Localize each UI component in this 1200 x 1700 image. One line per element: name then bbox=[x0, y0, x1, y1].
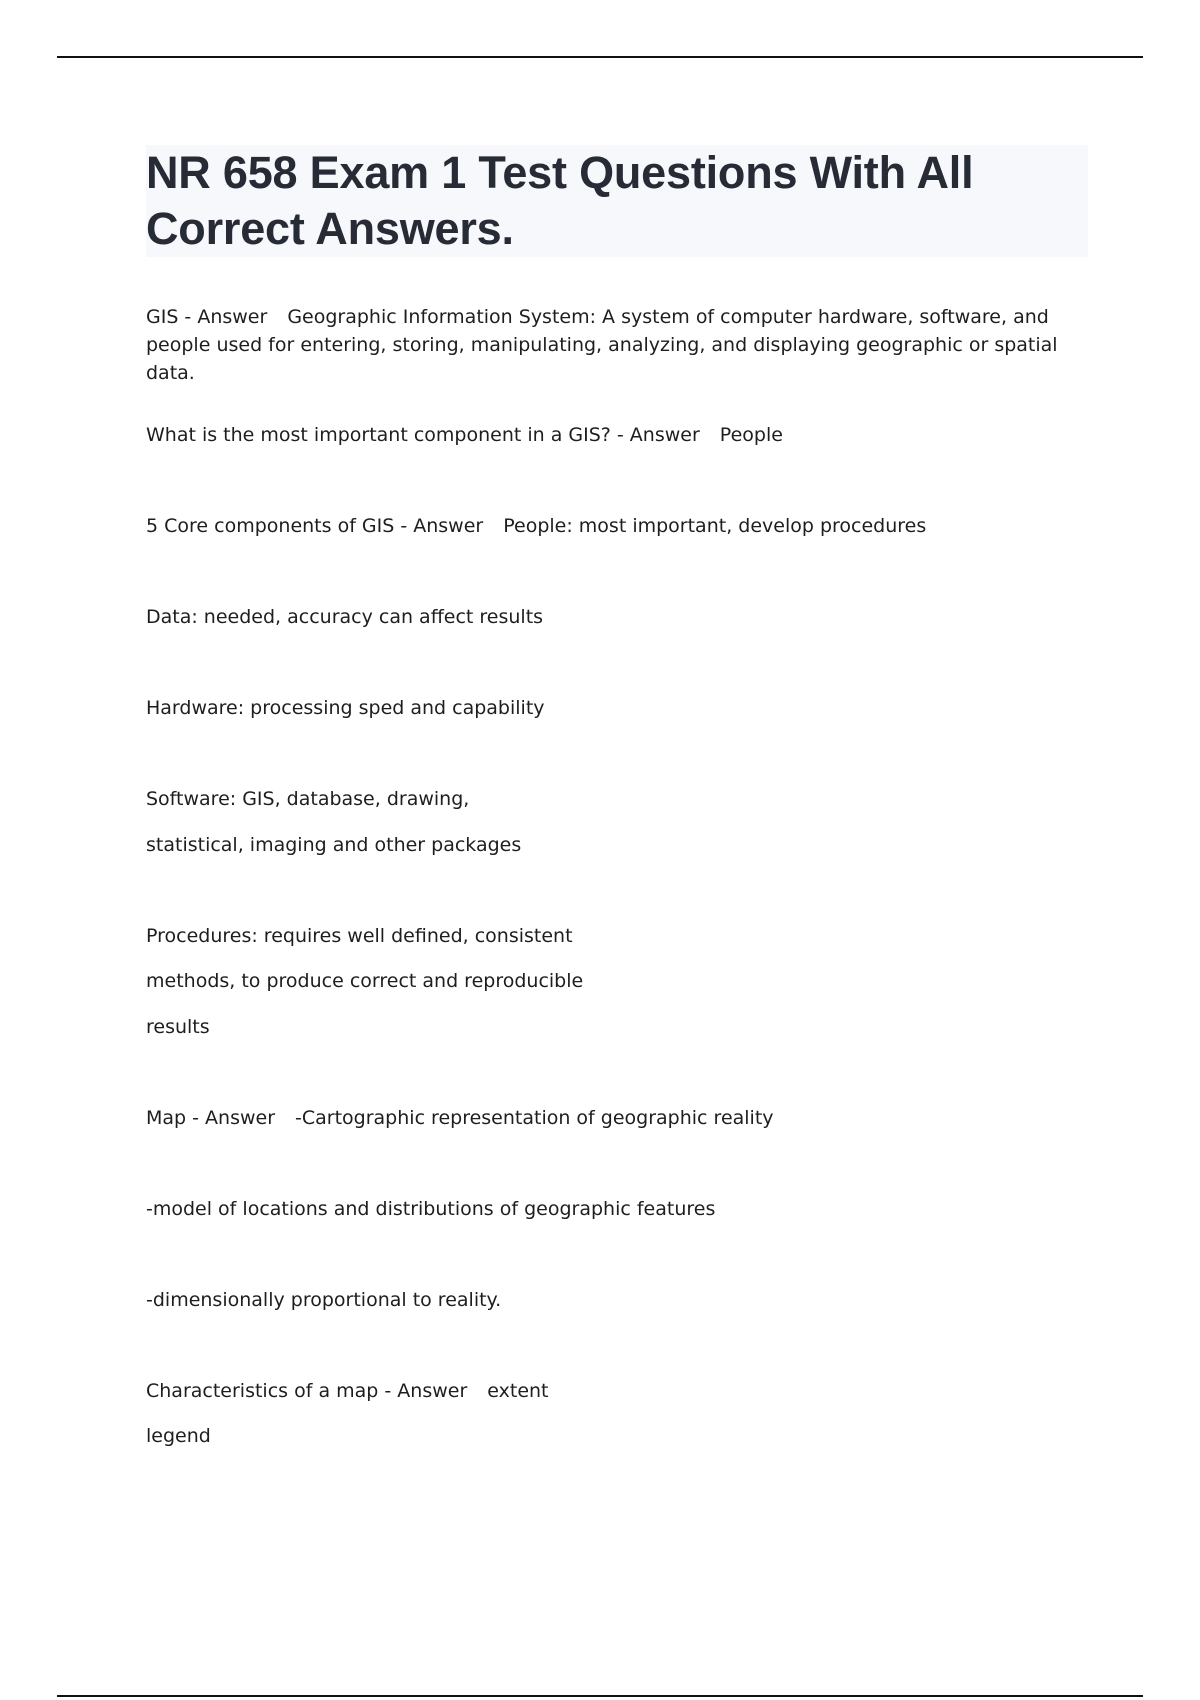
entry-continuation: legend bbox=[146, 1425, 211, 1447]
entry-continuation: -dimensionally proportional to reality. bbox=[146, 1289, 502, 1311]
entry-continuation: Hardware: processing sped and capability bbox=[146, 697, 545, 719]
header-rule bbox=[57, 56, 1143, 58]
entry-answer: People: most important, develop procedures bbox=[503, 515, 927, 537]
title-line-1: NR 658 Exam 1 Test Questions With All bbox=[146, 147, 974, 198]
entry-gis bbox=[146, 303, 1076, 387]
entry-continuation: Procedures: requires well defined, consistent bbox=[146, 925, 573, 947]
entry-continuation: Software: GIS, database, drawing, bbox=[146, 788, 470, 810]
entry-question: 5 Core components of GIS - Answer bbox=[146, 515, 484, 537]
entry-answer: People bbox=[719, 424, 783, 446]
entry-continuation: Data: needed, accuracy can affect results bbox=[146, 606, 544, 628]
title-box bbox=[146, 145, 1088, 257]
entry-answer: -Cartographic representation of geographic reality bbox=[295, 1107, 774, 1129]
entry-question: GIS - Answer bbox=[146, 306, 268, 328]
entry-most-important-component bbox=[146, 421, 783, 449]
entry-map bbox=[146, 1104, 774, 1132]
entry-answer: Geographic Information System: A system of computer hardware, software, and people used for entering, storing, manipulating, analyzing, and displaying geographic or spatial data. bbox=[146, 306, 1058, 384]
entry-continuation: results bbox=[146, 1016, 210, 1038]
entry-question: Characteristics of a map - Answer bbox=[146, 1380, 468, 1402]
entry-question: What is the most important component in a GIS? - Answer bbox=[146, 424, 700, 446]
entry-map-characteristics bbox=[146, 1377, 549, 1405]
entry-continuation: statistical, imaging and other packages bbox=[146, 834, 522, 856]
entry-question: Map - Answer bbox=[146, 1107, 276, 1129]
entry-continuation: methods, to produce correct and reproducible bbox=[146, 970, 584, 992]
entry-answer: extent bbox=[487, 1380, 549, 1402]
footer-rule bbox=[57, 1695, 1143, 1697]
entry-core-components bbox=[146, 512, 926, 540]
document-title bbox=[146, 145, 1088, 257]
title-line-2: Correct Answers. bbox=[146, 203, 514, 254]
entry-continuation: -model of locations and distributions of geographic features bbox=[146, 1198, 716, 1220]
